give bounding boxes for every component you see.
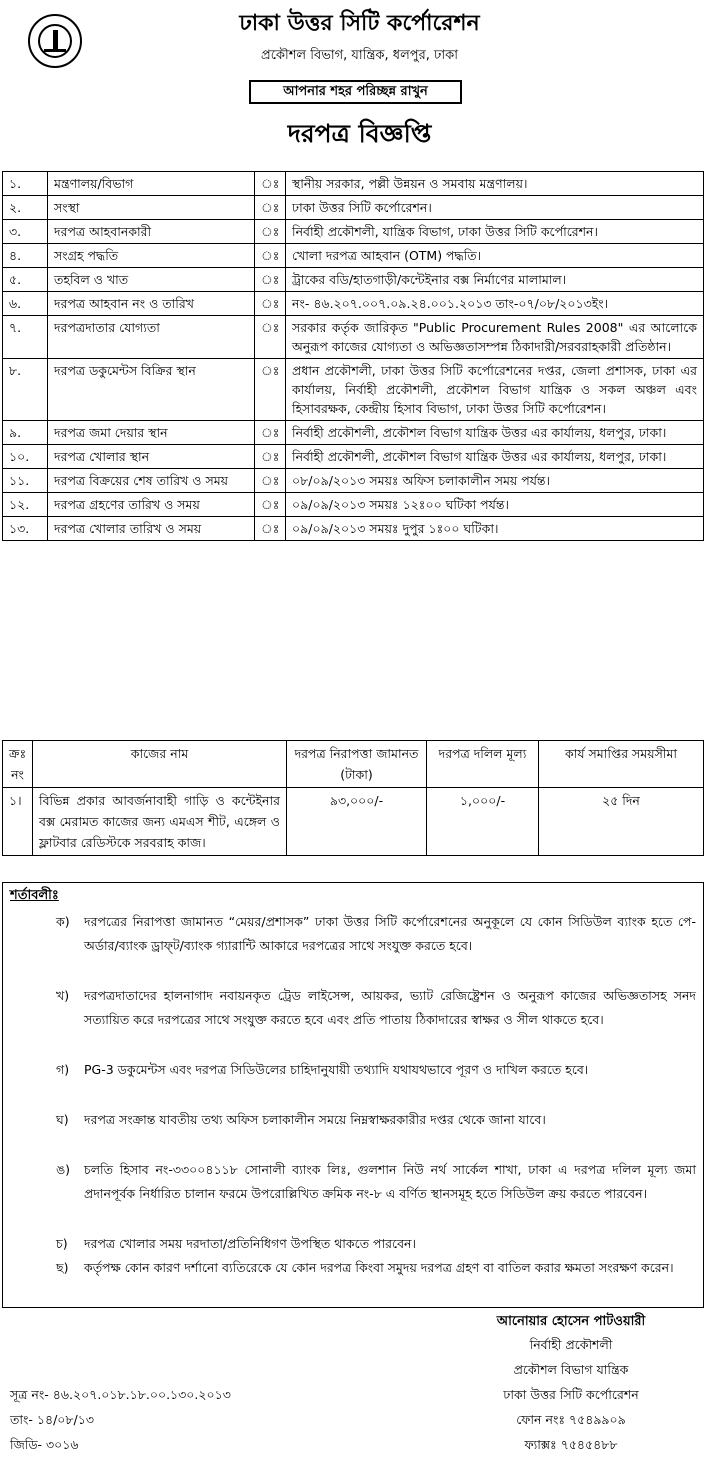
table-row	[3, 196, 704, 220]
signatory-phone: ফোন নংঃ ৭৫৪৯৯০৯	[516, 1412, 626, 1427]
term-mark: চ)	[56, 1236, 68, 1251]
row-number: ২.	[3, 196, 48, 220]
row-value: নির্বাহী প্রকৌশলী, যান্ত্রিক বিভাগ, ঢাকা উত্তর সিটি কর্পোরেশন।	[286, 220, 704, 244]
row-number: ৩.	[3, 220, 48, 244]
row-label: মন্ত্রণালয়/বিভাগ	[48, 172, 255, 196]
memo-date: তাং- ১৪/০৮/১৩	[10, 1412, 94, 1427]
row-number: ৯.	[3, 421, 48, 445]
gd-number: জিডি- ৩০১৬	[10, 1437, 79, 1452]
row-number: ১০.	[3, 445, 48, 469]
row-number: ৭.	[3, 316, 48, 359]
memo-number: সূত্র নং- ৪৬.২০৭.০১৮.১৮.০০.১৩০.২০১৩	[10, 1387, 231, 1402]
table-row	[3, 469, 704, 493]
row-value: খোলা দরপত্র আহবান (OTM) পদ্ধতি।	[286, 244, 704, 268]
signatory-organization: ঢাকা উত্তর সিটি কর্পোরেশন	[503, 1387, 639, 1402]
row-colon: ঃ	[255, 220, 286, 244]
tender-info-table	[2, 171, 704, 541]
row-value: ০৮/০৯/২০১৩ সময়ঃ অফিস চলাকালীন সময় পর্যন্ত।	[286, 469, 704, 493]
term-mark: ছ)	[56, 1260, 69, 1275]
row-value: নির্বাহী প্রকৌশলী, প্রকৌশল বিভাগ যান্ত্রিক উত্তর এর কার্যালয়, ধলপুর, ঢাকা।	[286, 445, 704, 469]
page-title: দরপত্র বিজ্ঞপ্তি	[287, 119, 432, 148]
row-colon: ঃ	[255, 359, 286, 421]
row-label: দরপত্র জমা দেয়ার স্থান	[48, 421, 255, 445]
row-label: দরপত্র গ্রহণের তারিখ ও সময়	[48, 493, 255, 517]
work-duration: ২৫ দিন	[539, 788, 704, 856]
row-label: দরপত্র ডকুমেন্টস বিক্রির স্থান	[48, 359, 255, 421]
term-gha	[56, 1108, 696, 1132]
table-row	[3, 316, 704, 359]
term-text: PG-3 ডকুমেন্টস এবং দরপত্র সিডিউলের চাহিদানুযায়ী তথ্যাদি যথাযথভাবে পূরণ ও দাখিল করতে হবে।	[84, 1062, 589, 1077]
table-row	[3, 220, 704, 244]
work-name: বিভিন্ন প্রকার আবর্জনাবাহী গাড়ি ও কন্টেইনার বক্স মেরামত কাজের জন্য এমএস শীট, এঙ্গেল ও ফ্লাটবার রেডিস্টকে সরবরাহ কাজ।	[33, 788, 287, 856]
row-number: ১.	[3, 172, 48, 196]
department-address: প্রকৌশল বিভাগ, যান্ত্রিক, ধলপুর, ঢাকা	[260, 48, 458, 63]
row-colon: ঃ	[255, 196, 286, 220]
row-colon: ঃ	[255, 445, 286, 469]
header	[0, 0, 719, 170]
term-text: দরপত্র সংক্রান্ত যাবতীয় তথ্য অফিস চলাকালীন সময়ে নিম্নস্বাক্ষরকারীর দপ্তর থেকে জানা যাবে।	[84, 1112, 546, 1127]
row-colon: ঃ	[255, 244, 286, 268]
row-value: ট্রাকের বডি/হাতগাড়ী/কন্টেইনার বক্স নির্মাণের মালামাল।	[286, 268, 704, 292]
term-ga	[56, 1058, 696, 1082]
term-mark: খ)	[56, 988, 70, 1003]
row-number: ১৩.	[3, 517, 48, 541]
terms-title: শর্তাবলীঃ	[10, 888, 59, 903]
row-value: ০৯/০৯/২০১৩ সময়ঃ ১২ঃ০০ ঘটিকা পর্যন্ত।	[286, 493, 704, 517]
row-number: ৬.	[3, 292, 48, 316]
row-value: ঢাকা উত্তর সিটি কর্পোরেশন।	[286, 196, 704, 220]
header-work-name: কাজের নাম	[33, 741, 287, 788]
work-table-header	[3, 741, 704, 788]
row-label: সংস্থা	[48, 196, 255, 220]
table-row	[3, 244, 704, 268]
term-text: দরপত্র খোলার সময় দরদাতা/প্রতিনিধিগণ উপস্থিত থাকতে পারবেন।	[84, 1236, 416, 1251]
row-colon: ঃ	[255, 517, 286, 541]
row-number: ৫.	[3, 268, 48, 292]
term-text: দরপত্রদাতাদের হালনাগাদ নবায়নকৃত ট্রেড লাইসেন্স, আয়কর, ভ্যাট রেজিষ্ট্রেশন ও অনুরূপ কাজের অভিজ্ঞতাসহ সনদ সত্যায়িত করে দরপত্রের সাথে সংযুক্ত করতে হবে এবং প্রতি পাতায় ঠিকাদারের স্বাক্ষর ও সীল থাকতে হবে।	[84, 988, 696, 1027]
table-row	[3, 421, 704, 445]
header-serial: ক্রঃ নং	[3, 741, 33, 788]
signatory-department: প্রকৌশল বিভাগ যান্ত্রিক	[513, 1362, 629, 1377]
slogan-box: আপনার শহর পরিচ্ছন্ন রাখুন	[249, 80, 462, 104]
row-value: প্রধান প্রকৌশলী, ঢাকা উত্তর সিটি কর্পোরেশনের দপ্তর, জেলা প্রশাসক, ঢাকা এর কার্যালয়, নির্বাহী প্রকৌশলী, প্রকৌশল বিভাগ যান্ত্রিক ও সকল অঞ্চল এবং হিসাবরক্ষক, কেন্দ্রীয় হিসাব বিভাগ, ঢাকা উত্তর সিটি কর্পোরেশন।	[286, 359, 704, 421]
term-mark: ঙ)	[56, 1162, 71, 1177]
row-label: দরপত্র খোলার স্থান	[48, 445, 255, 469]
row-colon: ঃ	[255, 316, 286, 359]
row-value: নির্বাহী প্রকৌশলী, প্রকৌশল বিভাগ যান্ত্রিক উত্তর এর কার্যালয়, ধলপুর, ঢাকা।	[286, 421, 704, 445]
table-row	[3, 517, 704, 541]
row-label: দরপত্র আহবান নং ও তারিখ	[48, 292, 255, 316]
term-uma	[56, 1158, 696, 1206]
row-colon: ঃ	[255, 493, 286, 517]
row-value: সরকার কর্তৃক জারিকৃত "Public Procurement Rules 2008" এর আলোকে অনুরূপ কাজের যোগ্যতা ও অভিজ্ঞতাসম্পন্ন ঠিকাদারী/সরবরাহকারী প্রতিষ্ঠান।	[286, 316, 704, 359]
term-text: কর্তৃপক্ষ কোন কারণ দর্শানো ব্যতিরেকে যে কোন দরপত্র কিংবা সমুদয় দরপত্র গ্রহণ বা বাতিল করার ক্ষমতা সংরক্ষণ করেন।	[84, 1260, 674, 1275]
table-row	[3, 493, 704, 517]
row-colon: ঃ	[255, 268, 286, 292]
term-cha	[56, 1232, 696, 1256]
row-colon: ঃ	[255, 292, 286, 316]
table-row	[3, 445, 704, 469]
row-number: ৪.	[3, 244, 48, 268]
term-text: দরপত্রের নিরাপত্তা জামানত “মেয়র/প্রশাসক” ঢাকা উত্তর সিটি কর্পোরেশনের অনুকূলে যে কোন সিডিউল ব্যাংক হতে পে-অর্ডার/ব্যাংক ড্রাফ্‌ট/ব্যাংক গ্যারান্টি আকারে দরপত্রের সাথে সংযুক্ত করতে হবে।	[84, 914, 696, 953]
term-chha	[56, 1256, 696, 1280]
term-mark: ক)	[56, 914, 70, 929]
row-value: নং- ৪৬.২০৭.০০৭.০৯.২৪.০০১.২০১৩ তাং-০৭/০৮/২০১৩ইং।	[286, 292, 704, 316]
work-doc-price: ১,০০০/-	[427, 788, 539, 856]
row-label: তহবিল ও খাত	[48, 268, 255, 292]
work-table	[2, 740, 704, 856]
table-row	[3, 268, 704, 292]
signatory-fax: ফ্যাক্সঃ ৭৫৪৫৪৮৮	[524, 1437, 618, 1452]
signatory-designation: নির্বাহী প্রকৌশলী	[529, 1337, 613, 1352]
term-mark: গ)	[56, 1062, 70, 1077]
row-label: দরপত্র বিক্রয়ের শেষ তারিখ ও সময়	[48, 469, 255, 493]
row-number: ১২.	[3, 493, 48, 517]
table-row	[3, 788, 704, 856]
work-serial: ১।	[3, 788, 33, 856]
table-row	[3, 359, 704, 421]
row-number: ১১.	[3, 469, 48, 493]
term-kha	[56, 984, 696, 1032]
header-security: দরপত্র নিরাপত্তা জামানত (টাকা)	[287, 741, 427, 788]
term-ka	[56, 910, 696, 958]
row-value: ০৯/০৯/২০১৩ সময়ঃ দুপুর ১ঃ০০ ঘটিকা।	[286, 517, 704, 541]
organization-name: ঢাকা উত্তর সিটি কর্পোরেশন	[239, 11, 480, 36]
term-text: চলতি হিসাব নং-৩৩০০৪১১৮ সোনালী ব্যাংক লিঃ, গুলশান নিউ নর্থ সার্কেল শাখা, ঢাকা এ দরপত্র দলিল মূল্য জমা প্রদানপূর্বক নির্ধারিত চালান ফরমে উপরোল্লিখিত ক্রমিক নং-৮ এ বর্ণিত স্থানসমূহ হতে সিডিউল ক্রয় করতে পারবেন।	[84, 1162, 696, 1201]
row-label: দরপত্র আহবানকারী	[48, 220, 255, 244]
row-label: দরপত্র খোলার তারিখ ও সময়	[48, 517, 255, 541]
table-row	[3, 172, 704, 196]
row-colon: ঃ	[255, 172, 286, 196]
row-colon: ঃ	[255, 469, 286, 493]
row-number: ৮.	[3, 359, 48, 421]
row-colon: ঃ	[255, 421, 286, 445]
row-label: দরপত্রদাতার যোগ্যতা	[48, 316, 255, 359]
row-label: সংগ্রহ পদ্ধতি	[48, 244, 255, 268]
row-value: স্থানীয় সরকার, পল্লী উন্নয়ন ও সমবায় মন্ত্রণালয়।	[286, 172, 704, 196]
header-doc-price: দরপত্র দলিল মূল্য	[427, 741, 539, 788]
signatory-name: আনোয়ার হোসেন পাটওয়ারী	[496, 1314, 646, 1329]
term-mark: ঘ)	[56, 1112, 69, 1127]
work-security: ৯৩,০০০/-	[287, 788, 427, 856]
header-duration: কার্য সমাপ্তির সময়সীমা	[539, 741, 704, 788]
table-row	[3, 292, 704, 316]
